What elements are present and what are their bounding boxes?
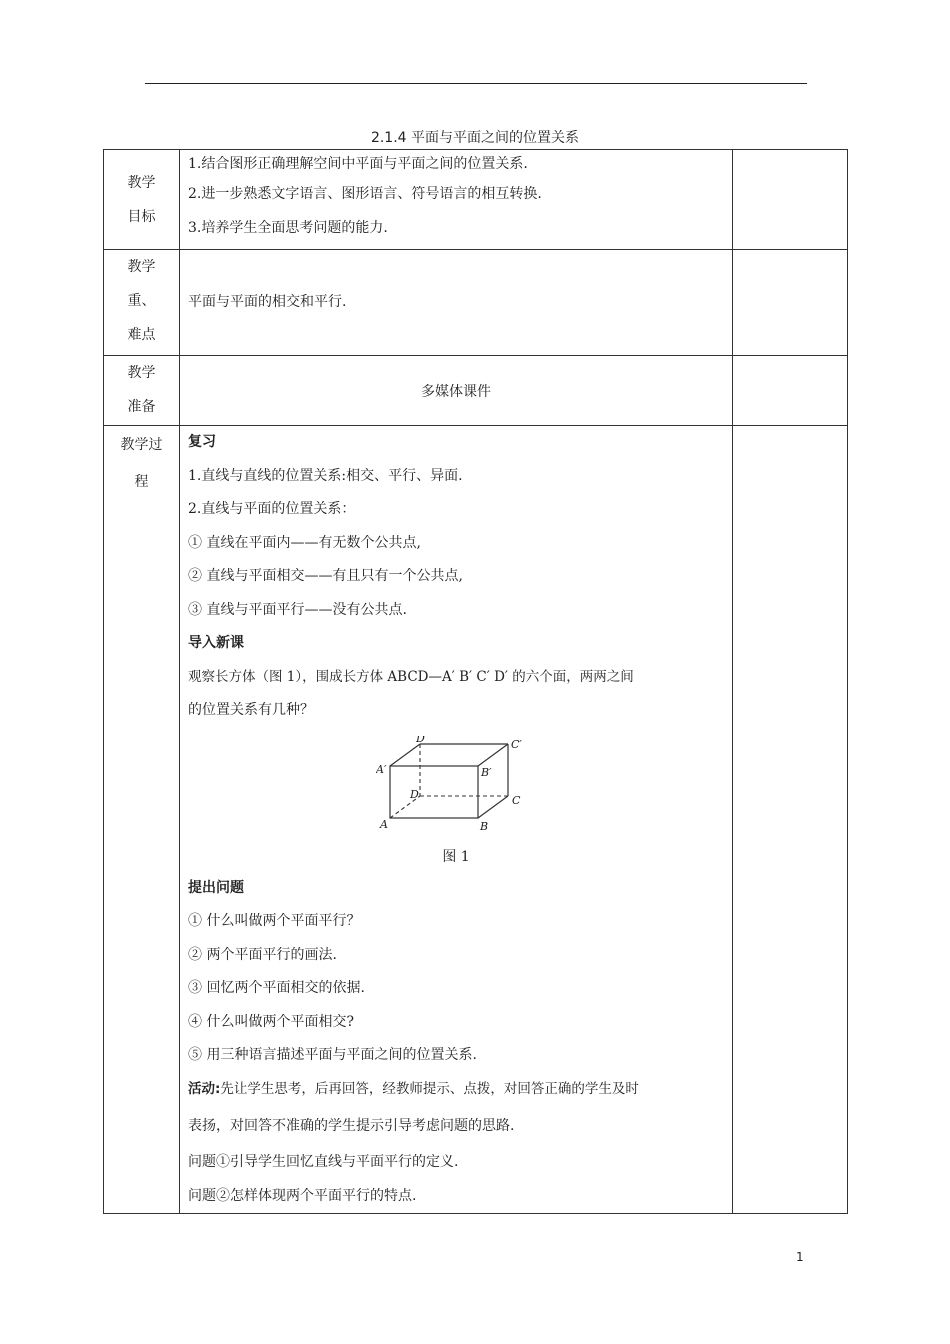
question-item: ⑤ 用三种语言描述平面与平面之间的位置关系. [188,1047,477,1063]
edge-b1-c1 [478,744,508,766]
document-title: 2.1.4 平面与平面之间的位置关系 [370,130,580,146]
preparation-text: 多媒体课件 [421,383,491,400]
question-item: ① 什么叫做两个平面平行？ [188,913,361,929]
review-item: ① 直线在平面内——有无数个公共点, [188,534,421,551]
vertex-label-c1: C′ [511,737,522,751]
activity-paragraph [180,1073,732,1107]
row-label-line: 教学 [127,175,156,191]
review-item: 1.直线与直线的位置关系:相交、平行、异面. [188,467,463,484]
notes-cell [733,250,848,356]
goal-item: 3.培养学生全面思考问题的能力. [188,220,388,236]
intro-text-line: 观察长方体（图 1），围成长方体 ABCD—A′ B′ C′ D′ 的六个面，两两之间 [188,668,634,685]
preparation-row [104,356,848,426]
row-label-line: 程 [134,474,149,490]
page-number: 1 [796,1250,804,1264]
intro-text-line: 的位置关系有几种？ [188,702,314,718]
key-points-label-cell [104,250,180,356]
vertex-label-a1: A′ [376,762,387,776]
notes-cell [733,426,848,1214]
cuboid-diagram [376,736,536,836]
key-points-content-cell [180,250,733,356]
review-heading: 复习 [188,434,216,450]
question-item: ④ 什么叫做两个平面相交? [188,1013,354,1030]
edge-b-c [478,796,508,818]
hint-item: 问题②怎样体现两个平面平行的特点. [188,1187,417,1204]
key-points-text: 平面与平面的相交和平行. [188,293,347,310]
vertex-label-d: D [410,787,419,801]
process-content-cell [180,426,733,1214]
notes-cell [733,150,848,250]
goals-row [104,150,848,250]
review-item: ② 直线与平面相交——有且只有一个公共点, [188,568,463,584]
vertex-label-d1: D′ [416,735,428,745]
notes-cell [733,356,848,426]
hint-item: 问题①引导学生回忆直线与平面平行的定义. [188,1154,459,1170]
row-label-line: 教学 [127,365,156,381]
goals-content-cell [180,150,733,250]
activity-label: 活动: [188,1080,221,1097]
review-item: 2.直线与平面的位置关系： [188,501,356,517]
edge-a1-d1 [390,744,420,766]
row-label-line: 目标 [127,209,156,225]
goals-label-cell [104,150,180,250]
front-face [390,766,478,818]
vertex-label-b: B [480,819,489,833]
lesson-plan-table [103,149,848,1214]
goal-item: 2.进一步熟悉文字语言、图形语言、符号语言的相互转换. [188,186,542,202]
goal-item: 1.结合图形正确理解空间中平面与平面之间的位置关系. [188,156,528,172]
row-label-line: 难点 [127,327,156,343]
row-label-line: 重、 [127,293,156,309]
preparation-content-cell [180,356,733,426]
header-rule [145,83,807,84]
vertex-label-c: C [512,793,521,807]
question-item: ② 两个平面平行的画法. [188,946,337,963]
question-heading: 提出问题 [188,879,244,896]
cuboid-figure [180,728,732,842]
preparation-label-cell [104,356,180,426]
row-label-line: 准备 [127,399,156,415]
vertex-label-b1: B′ [481,765,492,779]
figure-caption: 图 1 [442,848,470,865]
row-label-line: 教学 [127,259,156,275]
process-row [104,426,848,1214]
row-label-line: 教学过 [120,437,163,453]
activity-text-line: 表扬，对回答不准确的学生提示引导考虑问题的思路. [188,1118,515,1134]
key-points-row [104,250,848,356]
review-item: ③ 直线与平面平行——没有公共点. [188,601,407,618]
process-label-cell [104,426,180,1214]
activity-text-line: 先让学生思考，后再回答，经教师提示、点拨，对回答正确的学生及时 [220,1080,639,1097]
intro-heading: 导入新课 [188,635,244,651]
vertex-label-a: A [380,817,388,831]
question-item: ③ 回忆两个平面相交的依据. [188,980,365,996]
